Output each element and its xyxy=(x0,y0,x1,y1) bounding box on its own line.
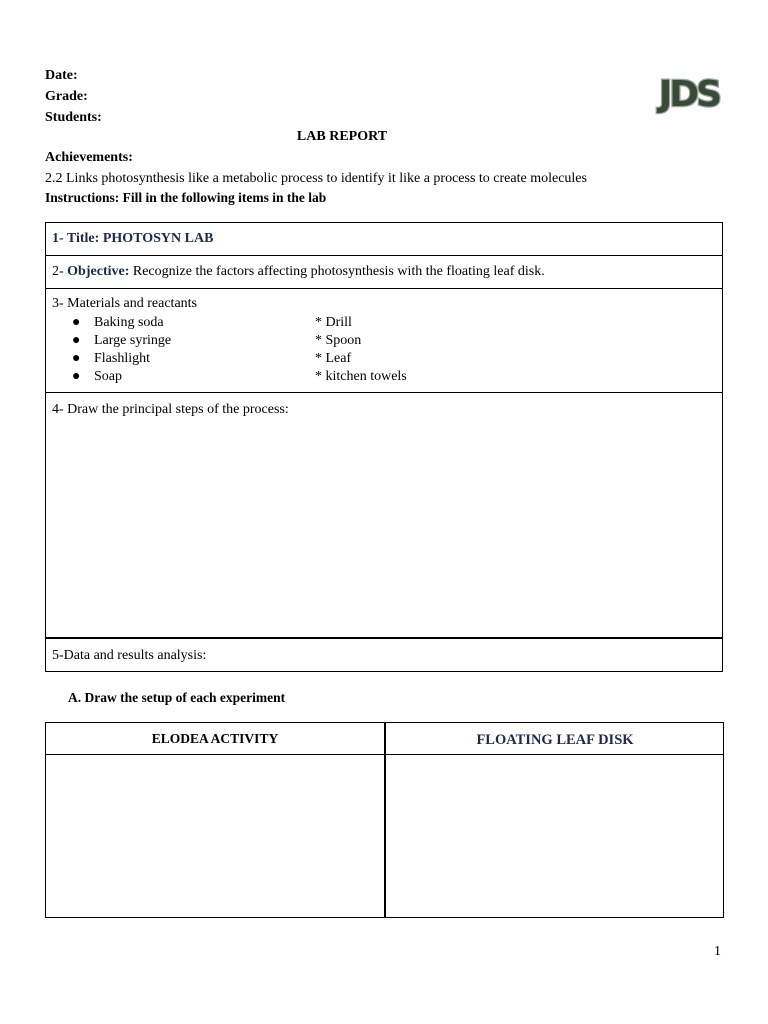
materials-right-list xyxy=(315,314,407,386)
instructions-text: Instructions: Fill in the following items in the lab xyxy=(45,190,327,205)
title-value: PHOTOSYN LAB xyxy=(102,231,214,246)
students-label: Students: xyxy=(45,110,102,125)
page-number: 1 xyxy=(714,944,721,959)
setup-table xyxy=(45,722,724,918)
materials-left-list xyxy=(72,314,171,386)
materials-label: 3- Materials and reactants xyxy=(52,296,197,311)
grade-label: Grade: xyxy=(45,89,88,104)
materials-row xyxy=(46,289,722,393)
logo-text: JDS xyxy=(658,74,720,115)
lab-report-form xyxy=(45,222,723,672)
list-item: ● Large syringe xyxy=(72,333,172,348)
elodea-activity-header: ELODEA ACTIVITY xyxy=(151,731,279,746)
list-item: * Drill xyxy=(315,315,352,330)
steps-label: 4- Draw the principal steps of the process: xyxy=(52,402,289,417)
list-item: ● Soap xyxy=(72,369,122,384)
data-analysis-label: 5-Data and results analysis: xyxy=(52,648,207,663)
title-row xyxy=(46,223,722,256)
setup-heading: A. Draw the setup of each experiment xyxy=(68,690,286,705)
achievement-text: 2.2 Links photosynthesis like a metabolic process to identify it like a process to create molecules xyxy=(45,171,587,186)
objective-label: Objective: xyxy=(67,264,130,279)
data-analysis-row[interactable] xyxy=(46,639,722,671)
date-label: Date: xyxy=(45,68,78,83)
list-item: ● Flashlight xyxy=(72,351,151,366)
steps-row[interactable] xyxy=(46,393,722,639)
list-item: ● Baking soda xyxy=(72,315,164,330)
objective-prefix: 2- xyxy=(52,264,64,279)
report-title: LAB REPORT xyxy=(296,129,388,144)
objective-row xyxy=(46,256,722,289)
list-item: * Leaf xyxy=(315,351,352,366)
floating-leaf-disk-header: FLOATING LEAF DISK xyxy=(476,732,634,748)
bullet-icon: ● xyxy=(72,351,81,366)
elodea-drawing-area[interactable] xyxy=(46,755,384,917)
jds-logo xyxy=(652,68,726,116)
list-item: * Spoon xyxy=(315,333,362,348)
bullet-icon: ● xyxy=(72,333,81,348)
bullet-icon: ● xyxy=(72,315,81,330)
objective-text: Recognize the factors affecting photosynthesis with the floating leaf disk. xyxy=(132,264,545,279)
floating-leaf-disk-drawing-area[interactable] xyxy=(386,755,723,917)
title-label: 1- Title: xyxy=(52,231,100,246)
bullet-icon: ● xyxy=(72,369,81,384)
achievements-label: Achievements: xyxy=(45,150,133,165)
list-item: * kitchen towels xyxy=(315,369,407,384)
